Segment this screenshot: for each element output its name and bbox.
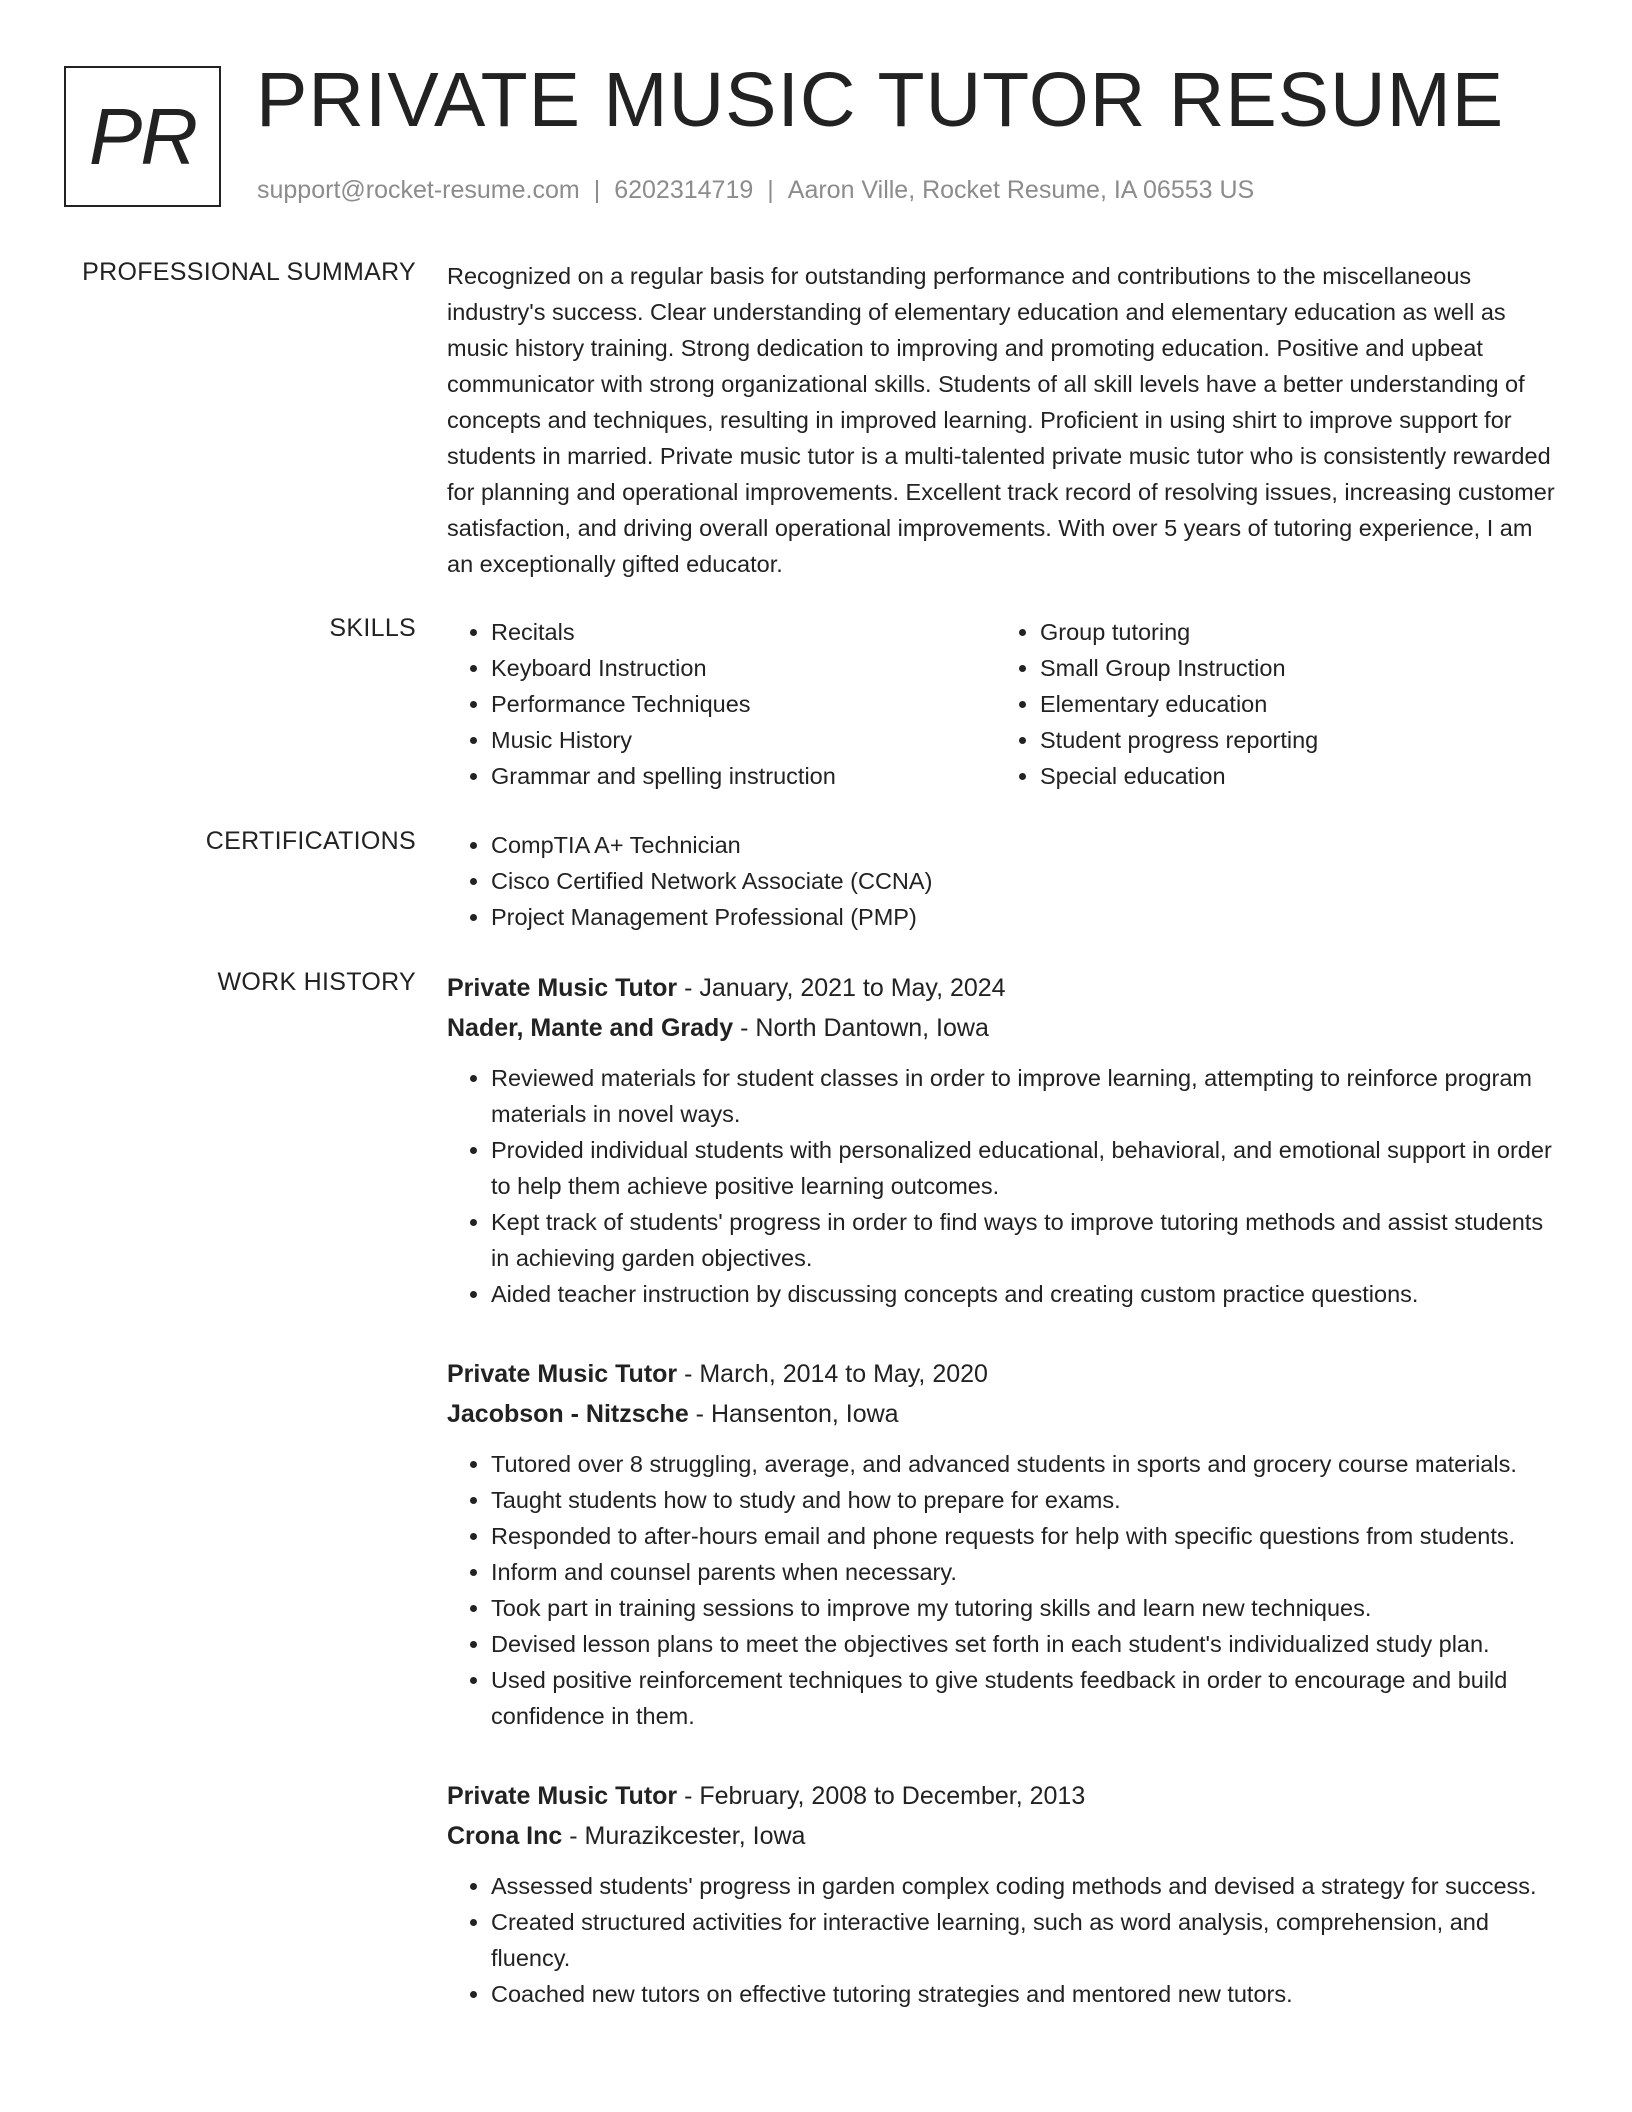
certifications-body: [447, 827, 1557, 935]
summary-body: [447, 258, 1557, 582]
certification-item: • CompTIA A+ Technician: [491, 827, 1557, 863]
work-history-body: [447, 968, 1557, 2054]
job-bullet: • Inform and counsel parents when necessary.: [491, 1554, 1557, 1590]
job-company: Nader, Mante and Grady: [447, 1014, 734, 1042]
job-title: Private Music Tutor: [447, 974, 678, 1002]
job-location: - Murazikcester, Iowa: [562, 1822, 806, 1850]
contact-email: support@rocket-resume.com: [257, 176, 580, 204]
job-bullet: • Taught students how to study and how to prepare for exams.: [491, 1482, 1557, 1518]
certification-item: • Cisco Certified Network Associate (CCNA): [491, 863, 1557, 899]
skill-item: • Performance Techniques: [491, 686, 996, 722]
job-bullet: • Kept track of students' progress in order to find ways to improve tutoring methods and assist students in achieving garden objectives.: [491, 1204, 1557, 1276]
job-title-line: [447, 1354, 1557, 1394]
job-dates: - March, 2014 to May, 2020: [677, 1360, 988, 1388]
job-location: - Hansenton, Iowa: [688, 1400, 899, 1428]
job-company: Jacobson - Nitzsche: [447, 1400, 689, 1428]
certification-item: • Project Management Professional (PMP): [491, 899, 1557, 935]
job-bullet: • Assessed students' progress in garden complex coding methods and devised a strategy for success.: [491, 1868, 1557, 1904]
job-bullet: • Provided individual students with personalized educational, behavioral, and emotional support in order to help them achieve positive learning outcomes.: [491, 1132, 1557, 1204]
summary-text: Recognized on a regular basis for outstanding performance and contributions to the miscellaneous industry's success. Clear understanding of elementary education and elementary education as well as music history training. Strong dedication to improving and promoting education. Positive and upbeat communicator with strong organizational skills. Students of all skill levels have a better understanding of concepts and techniques, resulting in improved learning. Proficient in using shirt to improve support for students in married. Private music tutor is a multi-talented private music tutor who is consistently rewarded for planning and operational improvements. Excellent track record of resolving issues, increasing customer satisfaction, and driving overall operational improvements. With over 5 years of tutoring experience, I am an exceptionally gifted educator.: [447, 263, 1555, 577]
contact-line: [257, 176, 1254, 205]
skill-item: • Small Group Instruction: [1040, 650, 1545, 686]
job-title-line: [447, 1776, 1557, 1816]
skill-item: • Elementary education: [1040, 686, 1545, 722]
job-bullet: • Reviewed materials for student classes in order to improve learning, attempting to reinforce program materials in novel ways.: [491, 1060, 1557, 1132]
job-title: Private Music Tutor: [447, 1782, 678, 1810]
job-entry: [447, 968, 1557, 1312]
job-entry: [447, 1354, 1557, 1734]
job-bullets: [447, 1446, 1557, 1734]
contact-separator: |: [593, 176, 601, 204]
skill-item: • Group tutoring: [1040, 614, 1545, 650]
skill-item: • Music History: [491, 722, 996, 758]
job-bullets: [447, 1060, 1557, 1312]
job-bullet: • Devised lesson plans to meet the objectives set forth in each student's individualized study plan.: [491, 1626, 1557, 1662]
job-title: Private Music Tutor: [447, 1360, 678, 1388]
contact-separator: |: [767, 176, 774, 204]
job-bullet: • Took part in training sessions to improve my tutoring skills and learn new techniques.: [491, 1590, 1557, 1626]
contact-phone: 6202314719: [614, 176, 754, 204]
job-title-line: [447, 968, 1557, 1008]
contact-address: Aaron Ville, Rocket Resume, IA 06553 US: [787, 176, 1255, 204]
job-bullet: • Responded to after-hours email and phone requests for help with specific questions from students.: [491, 1518, 1557, 1554]
skills-body: [447, 614, 1557, 794]
skill-item: • Special education: [1040, 758, 1545, 794]
section-heading-skills: SKILLS: [329, 614, 416, 642]
job-company-line: [447, 1816, 1557, 1856]
skills-list-left: [447, 614, 996, 794]
job-entry: [447, 1776, 1557, 2012]
section-heading-work-history: WORK HISTORY: [217, 968, 416, 996]
section-heading-certifications: CERTIFICATIONS: [205, 827, 416, 855]
job-bullet: • Used positive reinforcement techniques to give students feedback in order to encourage and build confidence in them.: [491, 1662, 1557, 1734]
certifications-list: [447, 827, 1557, 935]
resume-title: PRIVATE MUSIC TUTOR RESUME: [256, 57, 1505, 143]
skill-item: • Grammar and spelling instruction: [491, 758, 996, 794]
job-company-line: [447, 1394, 1557, 1434]
monogram-logo: PR: [64, 66, 221, 207]
job-company: Crona Inc: [447, 1822, 563, 1850]
job-dates: - February, 2008 to December, 2013: [677, 1782, 1086, 1810]
skill-item: • Recitals: [491, 614, 996, 650]
job-dates: - January, 2021 to May, 2024: [677, 974, 1006, 1002]
job-bullets: [447, 1868, 1557, 2012]
skill-item: • Keyboard Instruction: [491, 650, 996, 686]
job-bullet: • Aided teacher instruction by discussing concepts and creating custom practice questions.: [491, 1276, 1557, 1312]
job-bullet: • Created structured activities for interactive learning, such as word analysis, comprehension, and fluency.: [491, 1904, 1557, 1976]
skills-list-right: [996, 614, 1545, 794]
job-bullet: • Coached new tutors on effective tutoring strategies and mentored new tutors.: [491, 1976, 1557, 2012]
job-location: - North Dantown, Iowa: [733, 1014, 989, 1042]
job-company-line: [447, 1008, 1557, 1048]
job-bullet: • Tutored over 8 struggling, average, and advanced students in sports and grocery course materials.: [491, 1446, 1557, 1482]
skill-item: • Student progress reporting: [1040, 722, 1545, 758]
section-heading-summary: PROFESSIONAL SUMMARY: [82, 258, 416, 286]
